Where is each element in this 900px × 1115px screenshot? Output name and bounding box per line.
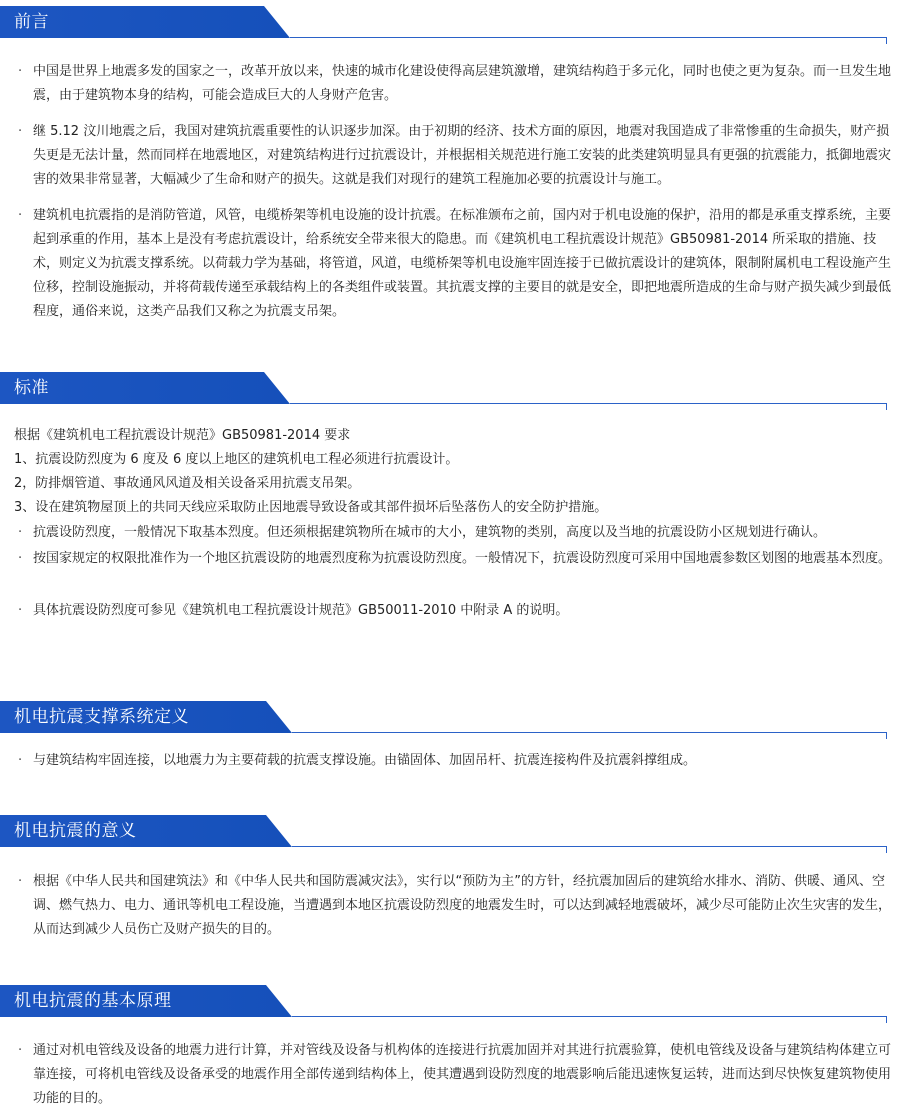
standard-line: 根据《建筑机电工程抗震设计规范》GB50981-2014 要求 bbox=[14, 428, 351, 443]
section-title: 机电抗震支撑系统定义 bbox=[14, 707, 189, 727]
section-title: 标准 bbox=[14, 378, 49, 398]
section-header-rule bbox=[290, 37, 887, 38]
paragraph: 通过对机电管线及设备的地震力进行计算，并对管线及设备与机构体的连接进行抗震加固并对其进行抗震验算，使机电管线及设备与建筑结构体建立可靠连接，可将机电管线及设备承受的地震作用全部传递到结构体上，使其遭遇到设防烈度的地震影响后能迅速恢复运转，进而达到尽快恢复建筑物使用功能的目的。 bbox=[33, 1043, 892, 1106]
section-principle bbox=[0, 985, 900, 1017]
section-header-rule bbox=[292, 732, 887, 733]
section-title: 机电抗震的基本原理 bbox=[14, 991, 172, 1011]
paragraph: 建筑机电抗震指的是消防管道，风管，电缆桥架等机电设施的设计抗震。在标准颁布之前，国内对于机电设施的保护，沿用的都是承重支撑系统，主要起到承重的作用，基本上是没有考虑抗震设计，给系统安全带来很大的隐患。而《建筑机电工程抗震设计规范》GB50981-2014 所采取的措施、技术，则定义为抗震支撑系统。以荷载力学为基础，将管道，风道，电缆桥架等机电设施牢固连接于已做抗震设计的建筑体，限制附属机电工程设施产生位移，控制设施振动，并将荷载传递至承载结构上的各类组件或装置。其抗震支撑的主要目的就是安全，即把地震所造成的生命与财产损失减少到最低程度，通俗来说，这类产品我们又称之为抗震支吊架。 bbox=[33, 208, 892, 319]
paragraph: 按国家规定的权限批准作为一个地区抗震设防的地震烈度称为抗震设防烈度。一般情况下，抗震设防烈度可采用中国地震参数区划图的地震基本烈度。 bbox=[33, 551, 892, 566]
bullet-icon: · bbox=[18, 64, 23, 79]
section-standard bbox=[0, 372, 900, 404]
bullet-icon: · bbox=[18, 753, 23, 768]
paragraph: 与建筑结构牢固连接，以地震力为主要荷载的抗震支撑设施。由锚固体、加固吊杆、抗震连接构件及抗震斜撑组成。 bbox=[33, 753, 697, 768]
section-title: 机电抗震的意义 bbox=[14, 821, 137, 841]
section-header-rule-end bbox=[886, 37, 887, 44]
bullet-icon: · bbox=[18, 124, 23, 139]
section-header-rule bbox=[290, 403, 887, 404]
bullet-icon: · bbox=[18, 525, 23, 540]
bullet-icon: · bbox=[18, 208, 23, 223]
paragraph: 抗震设防烈度，一般情况下取基本烈度。但还须根据建筑物所在城市的大小，建筑物的类别，高度以及当地的抗震设防小区规划进行确认。 bbox=[33, 525, 827, 540]
bullet-icon: · bbox=[18, 603, 23, 618]
paragraph: 具体抗震设防烈度可参见《建筑机电工程抗震设计规范》GB50011-2010 中附录 A 的说明。 bbox=[33, 603, 569, 618]
standard-line: 1、抗震设防烈度为 6 度及 6 度以上地区的建筑机电工程必须进行抗震设计。 bbox=[14, 452, 459, 467]
section-header-rule bbox=[292, 1016, 887, 1017]
paragraph: 继 5.12 汶川地震之后，我国对建筑抗震重要性的认识逐步加深。由于初期的经济、技术方面的原因，地震对我国造成了非常惨重的生命损失，财产损失更是无法计量，然而同样在地震地区，对建筑结构进行过抗震设计，并根据相关规范进行施工安装的此类建筑明显具有更强的抗震能力，抵御地震灾害的效果非常显著，大幅减少了生命和财产的损失。这就是我们对现行的建筑工程施加必要的抗震设计与施工。 bbox=[33, 124, 892, 187]
section-header bbox=[0, 815, 900, 847]
paragraph: 中国是世界上地震多发的国家之一，改革开放以来，快速的城市化建设使得高层建筑激增，建筑结构趋于多元化，同时也使之更为复杂。而一旦发生地震，由于建筑物本身的结构，可能会造成巨大的人身财产危害。 bbox=[33, 64, 892, 103]
section-header bbox=[0, 701, 900, 733]
bullet-icon: · bbox=[18, 874, 23, 889]
bullet-icon: · bbox=[18, 551, 23, 566]
section-header-rule-end bbox=[886, 846, 887, 853]
standard-line: 3、设在建筑物屋顶上的共同天线应采取防止因地震导致设备或其部件损坏后坠落伤人的安全防护措施。 bbox=[14, 500, 608, 515]
section-header-rule bbox=[292, 846, 887, 847]
section-title: 前言 bbox=[14, 12, 49, 32]
section-header bbox=[0, 372, 900, 404]
section-header bbox=[0, 985, 900, 1017]
section-significance bbox=[0, 815, 900, 847]
section-definition bbox=[0, 701, 900, 733]
paragraph: 根据《中华人民共和国建筑法》和《中华人民共和国防震减灾法》，实行以“预防为主”的方针，经抗震加固后的建筑给水排水、消防、供暖、通风、空调、燃气热力、电力、通讯等机电工程设施，当遭遇到本地区抗震设防烈度的地震发生时，可以达到减轻地震破坏，减少尽可能防止次生灾害的发生，从而达到减少人员伤亡及财产损失的目的。 bbox=[33, 874, 892, 937]
section-preface bbox=[0, 6, 900, 38]
section-header-rule-end bbox=[886, 1016, 887, 1023]
standard-line: 2，防排烟管道、事故通风风道及相关设备采用抗震支吊架。 bbox=[14, 476, 361, 491]
section-header-rule-end bbox=[886, 403, 887, 410]
section-header-rule-end bbox=[886, 732, 887, 739]
bullet-icon: · bbox=[18, 1043, 23, 1058]
section-header bbox=[0, 6, 900, 38]
